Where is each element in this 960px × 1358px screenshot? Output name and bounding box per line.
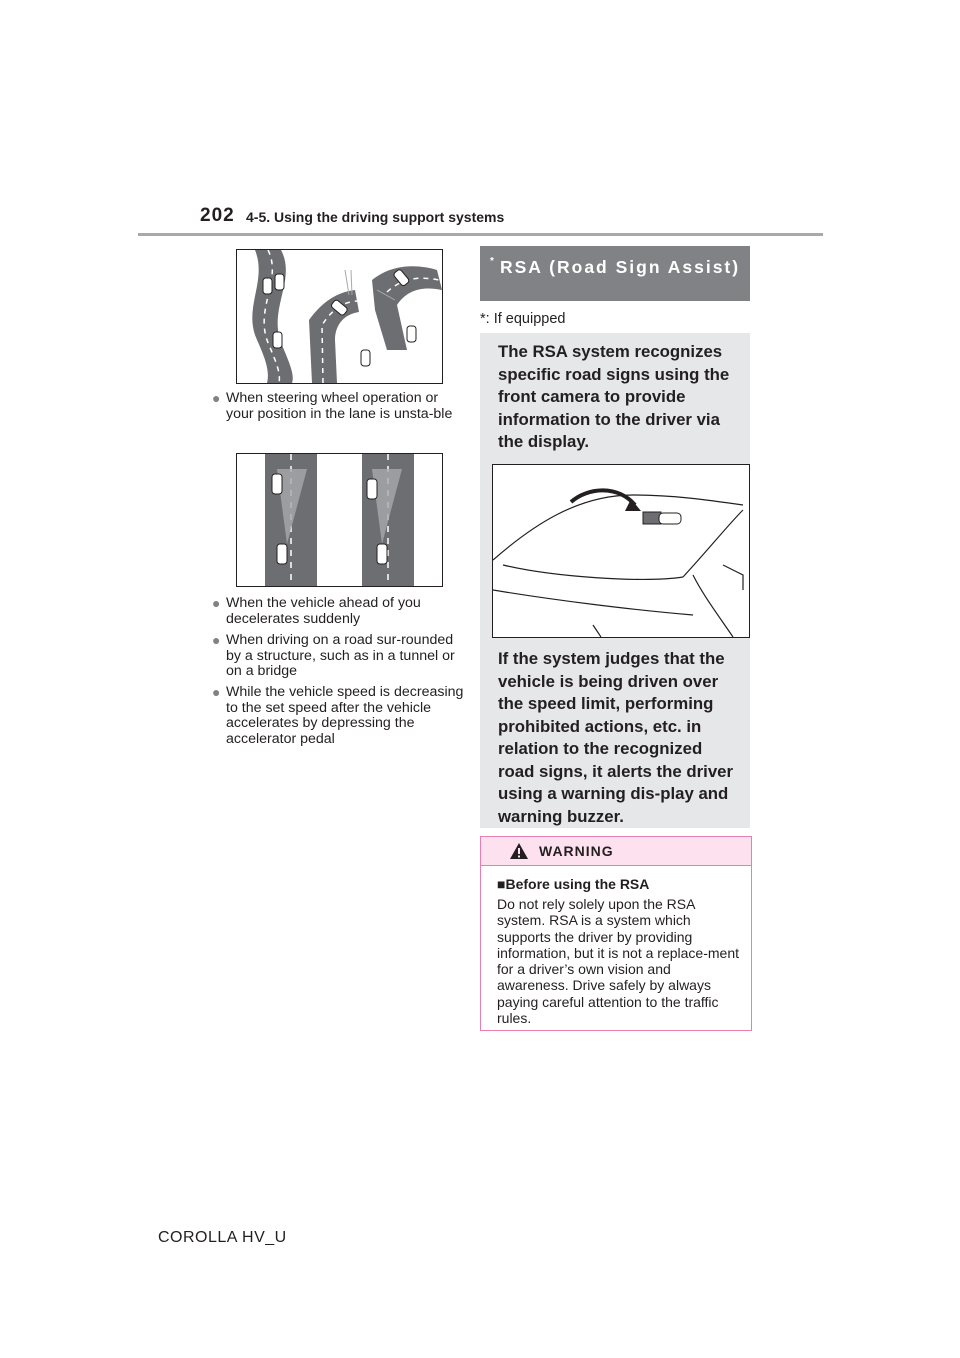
bullet-dot-icon: ● bbox=[212, 390, 221, 406]
rsa-section-header bbox=[480, 246, 750, 301]
bullet-text: When driving on a road sur-rounded by a structure, such as in a tunnel or on a bridge bbox=[226, 632, 455, 679]
front-camera-illustration bbox=[492, 464, 750, 638]
warning-header bbox=[481, 837, 751, 866]
rsa-title-text: RSA (Road Sign Assist) bbox=[500, 257, 741, 277]
warning-triangle-icon bbox=[509, 842, 529, 860]
curved-road-illustration bbox=[236, 249, 443, 384]
square-bullet-icon: ■ bbox=[497, 876, 506, 892]
bullet-text: When the vehicle ahead of you decelerates suddenly bbox=[226, 595, 421, 627]
rsa-intro-text: The RSA system recognizes specific road signs using the front camera to provide information to the driver via the display. bbox=[498, 342, 730, 451]
page-number: 202 bbox=[200, 205, 235, 226]
section-title: 4-5. Using the driving support systems bbox=[246, 209, 505, 225]
bullet-text: When steering wheel operation or your position in the lane is unsta-ble bbox=[226, 390, 453, 422]
warning-box bbox=[480, 836, 752, 1031]
bullet-dot-icon: ● bbox=[212, 684, 221, 700]
rsa-title-mark: * bbox=[490, 256, 496, 267]
rsa-description-text: If the system judges that the vehicle is being driven over the speed limit, performing prohibited actions, etc. in relation to the recognized road signs, it alerts the driver using a warning dis-play and warning buzzer. bbox=[498, 649, 734, 826]
warning-label: WARNING bbox=[539, 843, 614, 859]
warning-subheading-text: Before using the RSA bbox=[505, 876, 650, 892]
bullet-dot-icon: ● bbox=[212, 595, 221, 611]
bullet-dot-icon: ● bbox=[212, 632, 221, 648]
warning-text: Do not rely solely upon the RSA system. RSA is a system which supports the driver by providing information, but it is not a replace-ment for a driver’s own vision and awareness. Drive safely by always paying careful attention to the traffic rules. bbox=[497, 896, 740, 1027]
bullet-text: While the vehicle speed is decreasing to the set speed after the vehicle accelerates by depressing the accelerator pedal bbox=[226, 684, 464, 747]
footer-model: COROLLA HV_U bbox=[158, 1229, 287, 1246]
bullet-tunnel-bridge bbox=[212, 632, 466, 680]
bullet-steering-unstable bbox=[212, 390, 466, 422]
rsa-title bbox=[490, 251, 740, 276]
bullet-speed-decreasing bbox=[212, 684, 466, 747]
bullet-vehicle-decelerates bbox=[212, 595, 466, 627]
warning-subheading bbox=[497, 876, 649, 892]
footnote-if-equipped: *: If equipped bbox=[480, 311, 566, 327]
header-rule bbox=[138, 233, 823, 236]
straight-lane-illustration bbox=[236, 453, 443, 587]
